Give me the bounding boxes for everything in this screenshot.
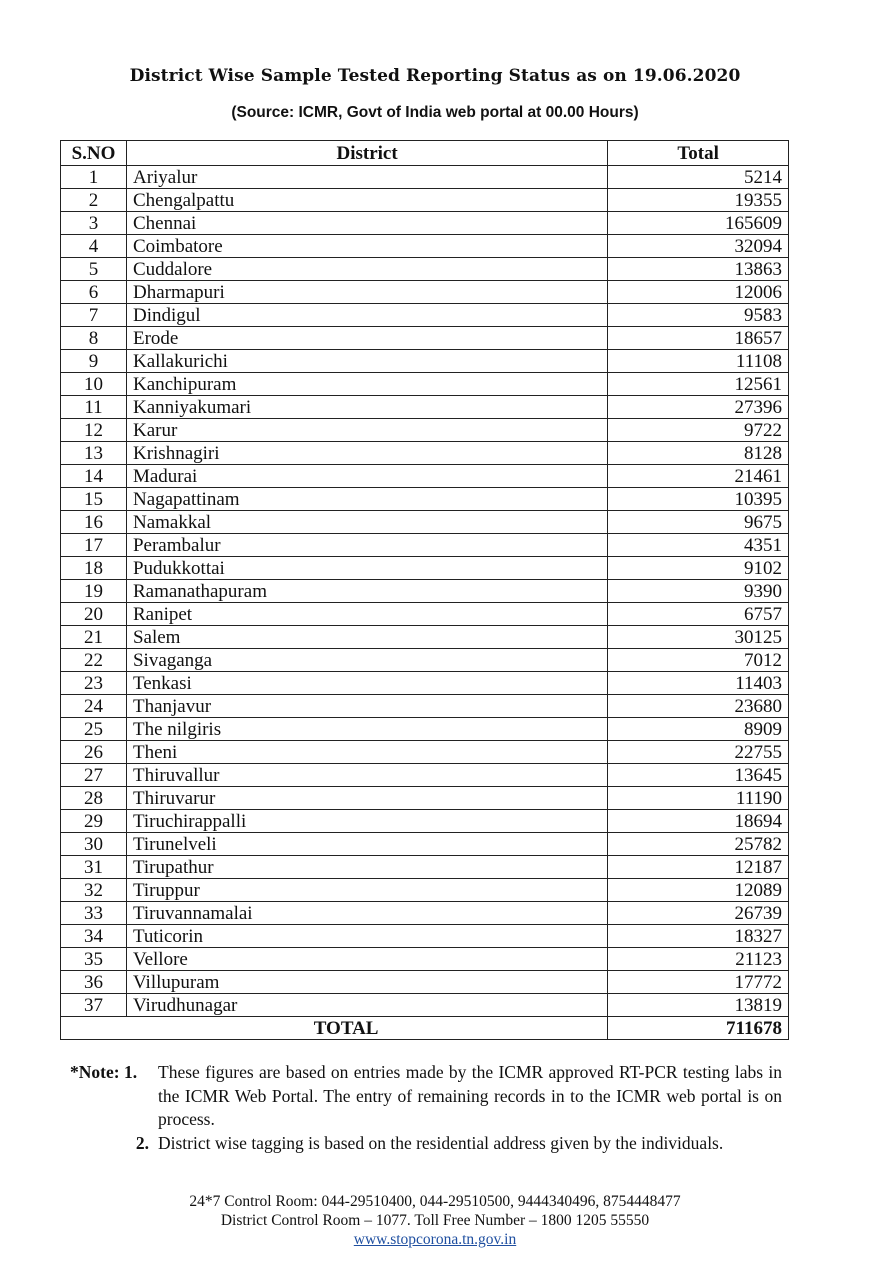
table-row — [61, 442, 789, 465]
row-district: Villupuram — [126, 971, 607, 994]
header-total: Total — [608, 141, 789, 166]
row-total: 25782 — [608, 833, 789, 856]
row-total: 8128 — [608, 442, 789, 465]
table-row — [61, 396, 789, 419]
table-row — [61, 994, 789, 1017]
row-sno: 9 — [61, 350, 127, 373]
row-sno: 28 — [61, 787, 127, 810]
row-sno: 18 — [61, 557, 127, 580]
row-district: Erode — [126, 327, 607, 350]
row-total: 9102 — [608, 557, 789, 580]
row-district: Thanjavur — [126, 695, 607, 718]
row-district: Tirupathur — [126, 856, 607, 879]
row-district: Chennai — [126, 212, 607, 235]
row-district: Ariyalur — [126, 166, 607, 189]
table-row — [61, 741, 789, 764]
row-sno: 36 — [61, 971, 127, 994]
note-item — [70, 1061, 782, 1132]
total-value: 711678 — [608, 1017, 789, 1040]
row-total: 7012 — [608, 649, 789, 672]
row-total: 9583 — [608, 304, 789, 327]
table-row — [61, 718, 789, 741]
note-text: District wise tagging is based on the residential address given by the individuals. — [158, 1132, 724, 1153]
table-row — [61, 810, 789, 833]
table-row — [61, 465, 789, 488]
row-total: 12187 — [608, 856, 789, 879]
row-sno: 32 — [61, 879, 127, 902]
row-sno: 2 — [61, 189, 127, 212]
row-total: 17772 — [608, 971, 789, 994]
row-total: 12089 — [608, 879, 789, 902]
row-district: Perambalur — [126, 534, 607, 557]
row-total: 18694 — [608, 810, 789, 833]
row-sno: 27 — [61, 764, 127, 787]
row-district: Nagapattinam — [126, 488, 607, 511]
row-sno: 17 — [61, 534, 127, 557]
row-district: Sivaganga — [126, 649, 607, 672]
table-total-row — [61, 1017, 789, 1040]
table-row — [61, 189, 789, 212]
row-sno: 16 — [61, 511, 127, 534]
row-district: Tiruchirappalli — [126, 810, 607, 833]
table-row — [61, 948, 789, 971]
table-row — [61, 856, 789, 879]
note-item — [70, 1132, 782, 1156]
row-district: Krishnagiri — [126, 442, 607, 465]
table-row — [61, 511, 789, 534]
row-total: 13863 — [608, 258, 789, 281]
row-sno: 34 — [61, 925, 127, 948]
table-row — [61, 166, 789, 189]
row-total: 11108 — [608, 350, 789, 373]
row-sno: 12 — [61, 419, 127, 442]
row-sno: 1 — [61, 166, 127, 189]
row-sno: 30 — [61, 833, 127, 856]
row-total: 12006 — [608, 281, 789, 304]
row-district: Coimbatore — [126, 235, 607, 258]
row-district: Cuddalore — [126, 258, 607, 281]
row-sno: 10 — [61, 373, 127, 396]
control-room-line: 24*7 Control Room: 044-29510400, 044-29510500, 9444340496, 8754448477 — [189, 1193, 681, 1210]
row-sno: 15 — [61, 488, 127, 511]
row-total: 5214 — [608, 166, 789, 189]
row-district: Vellore — [126, 948, 607, 971]
row-total: 11403 — [608, 672, 789, 695]
table-row — [61, 833, 789, 856]
table-row — [61, 764, 789, 787]
table-row — [61, 580, 789, 603]
row-district: Kanniyakumari — [126, 396, 607, 419]
row-total: 10395 — [608, 488, 789, 511]
row-sno: 35 — [61, 948, 127, 971]
row-district: Thiruvallur — [126, 764, 607, 787]
row-total: 13645 — [608, 764, 789, 787]
row-sno: 20 — [61, 603, 127, 626]
header-district: District — [126, 141, 607, 166]
row-sno: 13 — [61, 442, 127, 465]
table-row — [61, 373, 789, 396]
row-sno: 5 — [61, 258, 127, 281]
page-subtitle: (Source: ICMR, Govt of India web portal at 00.00 Hours) — [231, 104, 639, 121]
row-total: 26739 — [608, 902, 789, 925]
table-row — [61, 327, 789, 350]
table-row — [61, 488, 789, 511]
header-sno: S.NO — [61, 141, 127, 166]
row-total: 12561 — [608, 373, 789, 396]
row-sno: 37 — [61, 994, 127, 1017]
row-total: 11190 — [608, 787, 789, 810]
table-row — [61, 534, 789, 557]
row-total: 27396 — [608, 396, 789, 419]
table-row — [61, 212, 789, 235]
table-row — [61, 626, 789, 649]
row-total: 21123 — [608, 948, 789, 971]
row-sno: 24 — [61, 695, 127, 718]
table-row — [61, 603, 789, 626]
district-sample-table — [60, 140, 789, 1040]
row-total: 9675 — [608, 511, 789, 534]
row-total: 9722 — [608, 419, 789, 442]
table-row — [61, 649, 789, 672]
footer — [0, 1192, 870, 1249]
row-sno: 21 — [61, 626, 127, 649]
table-row — [61, 787, 789, 810]
row-sno: 26 — [61, 741, 127, 764]
row-total: 22755 — [608, 741, 789, 764]
row-sno: 11 — [61, 396, 127, 419]
table-body — [61, 166, 789, 1017]
row-total: 23680 — [608, 695, 789, 718]
website-link[interactable]: www.stopcorona.tn.gov.in — [353, 1231, 517, 1248]
row-district: Kallakurichi — [126, 350, 607, 373]
row-sno: 19 — [61, 580, 127, 603]
row-sno: 31 — [61, 856, 127, 879]
table-row — [61, 925, 789, 948]
row-sno: 8 — [61, 327, 127, 350]
row-district: Madurai — [126, 465, 607, 488]
row-total: 9390 — [608, 580, 789, 603]
table-row — [61, 258, 789, 281]
table-row — [61, 902, 789, 925]
table-row — [61, 879, 789, 902]
row-district: Virudhunagar — [126, 994, 607, 1017]
row-total: 165609 — [608, 212, 789, 235]
row-district: Tiruppur — [126, 879, 607, 902]
row-sno: 7 — [61, 304, 127, 327]
row-total: 6757 — [608, 603, 789, 626]
table-row — [61, 672, 789, 695]
table-row — [61, 419, 789, 442]
notes-section — [70, 1061, 782, 1155]
row-district: Ranipet — [126, 603, 607, 626]
table-row — [61, 235, 789, 258]
row-district: Namakkal — [126, 511, 607, 534]
row-district: Karur — [126, 419, 607, 442]
row-total: 8909 — [608, 718, 789, 741]
row-district: Dharmapuri — [126, 281, 607, 304]
table-header-row — [61, 141, 789, 166]
row-district: Theni — [126, 741, 607, 764]
note-number: 2. — [135, 1132, 149, 1153]
row-district: Thiruvarur — [126, 787, 607, 810]
table-row — [61, 695, 789, 718]
row-sno: 4 — [61, 235, 127, 258]
row-district: Tiruvannamalai — [126, 902, 607, 925]
row-district: The nilgiris — [126, 718, 607, 741]
table-row — [61, 304, 789, 327]
row-sno: 33 — [61, 902, 127, 925]
row-sno: 25 — [61, 718, 127, 741]
row-district: Dindigul — [126, 304, 607, 327]
row-sno: 23 — [61, 672, 127, 695]
row-district: Tirunelveli — [126, 833, 607, 856]
table-row — [61, 971, 789, 994]
row-total: 30125 — [608, 626, 789, 649]
page-title: District Wise Sample Tested Reporting Status as on 19.06.2020 — [129, 66, 741, 86]
row-sno: 14 — [61, 465, 127, 488]
district-control-line: District Control Room – 1077. Toll Free Number – 1800 1205 55550 — [220, 1212, 650, 1229]
row-district: Pudukkottai — [126, 557, 607, 580]
row-sno: 6 — [61, 281, 127, 304]
row-sno: 29 — [61, 810, 127, 833]
row-total: 18657 — [608, 327, 789, 350]
row-total: 32094 — [608, 235, 789, 258]
row-total: 13819 — [608, 994, 789, 1017]
row-sno: 3 — [61, 212, 127, 235]
row-total: 4351 — [608, 534, 789, 557]
note-text: These figures are based on entries made by the ICMR approved RT-PCR testing labs in the ICMR Web Portal. The entry of remaining records in to the ICMR web portal is on process. — [158, 1062, 782, 1129]
table-row — [61, 281, 789, 304]
table-row — [61, 557, 789, 580]
row-total: 19355 — [608, 189, 789, 212]
row-district: Tuticorin — [126, 925, 607, 948]
row-district: Tenkasi — [126, 672, 607, 695]
note-prefix: *Note: 1. — [70, 1062, 138, 1082]
row-sno: 22 — [61, 649, 127, 672]
row-district: Chengalpattu — [126, 189, 607, 212]
row-district: Kanchipuram — [126, 373, 607, 396]
total-label: TOTAL — [61, 1017, 608, 1040]
table-row — [61, 350, 789, 373]
row-district: Salem — [126, 626, 607, 649]
row-district: Ramanathapuram — [126, 580, 607, 603]
row-total: 18327 — [608, 925, 789, 948]
row-total: 21461 — [608, 465, 789, 488]
